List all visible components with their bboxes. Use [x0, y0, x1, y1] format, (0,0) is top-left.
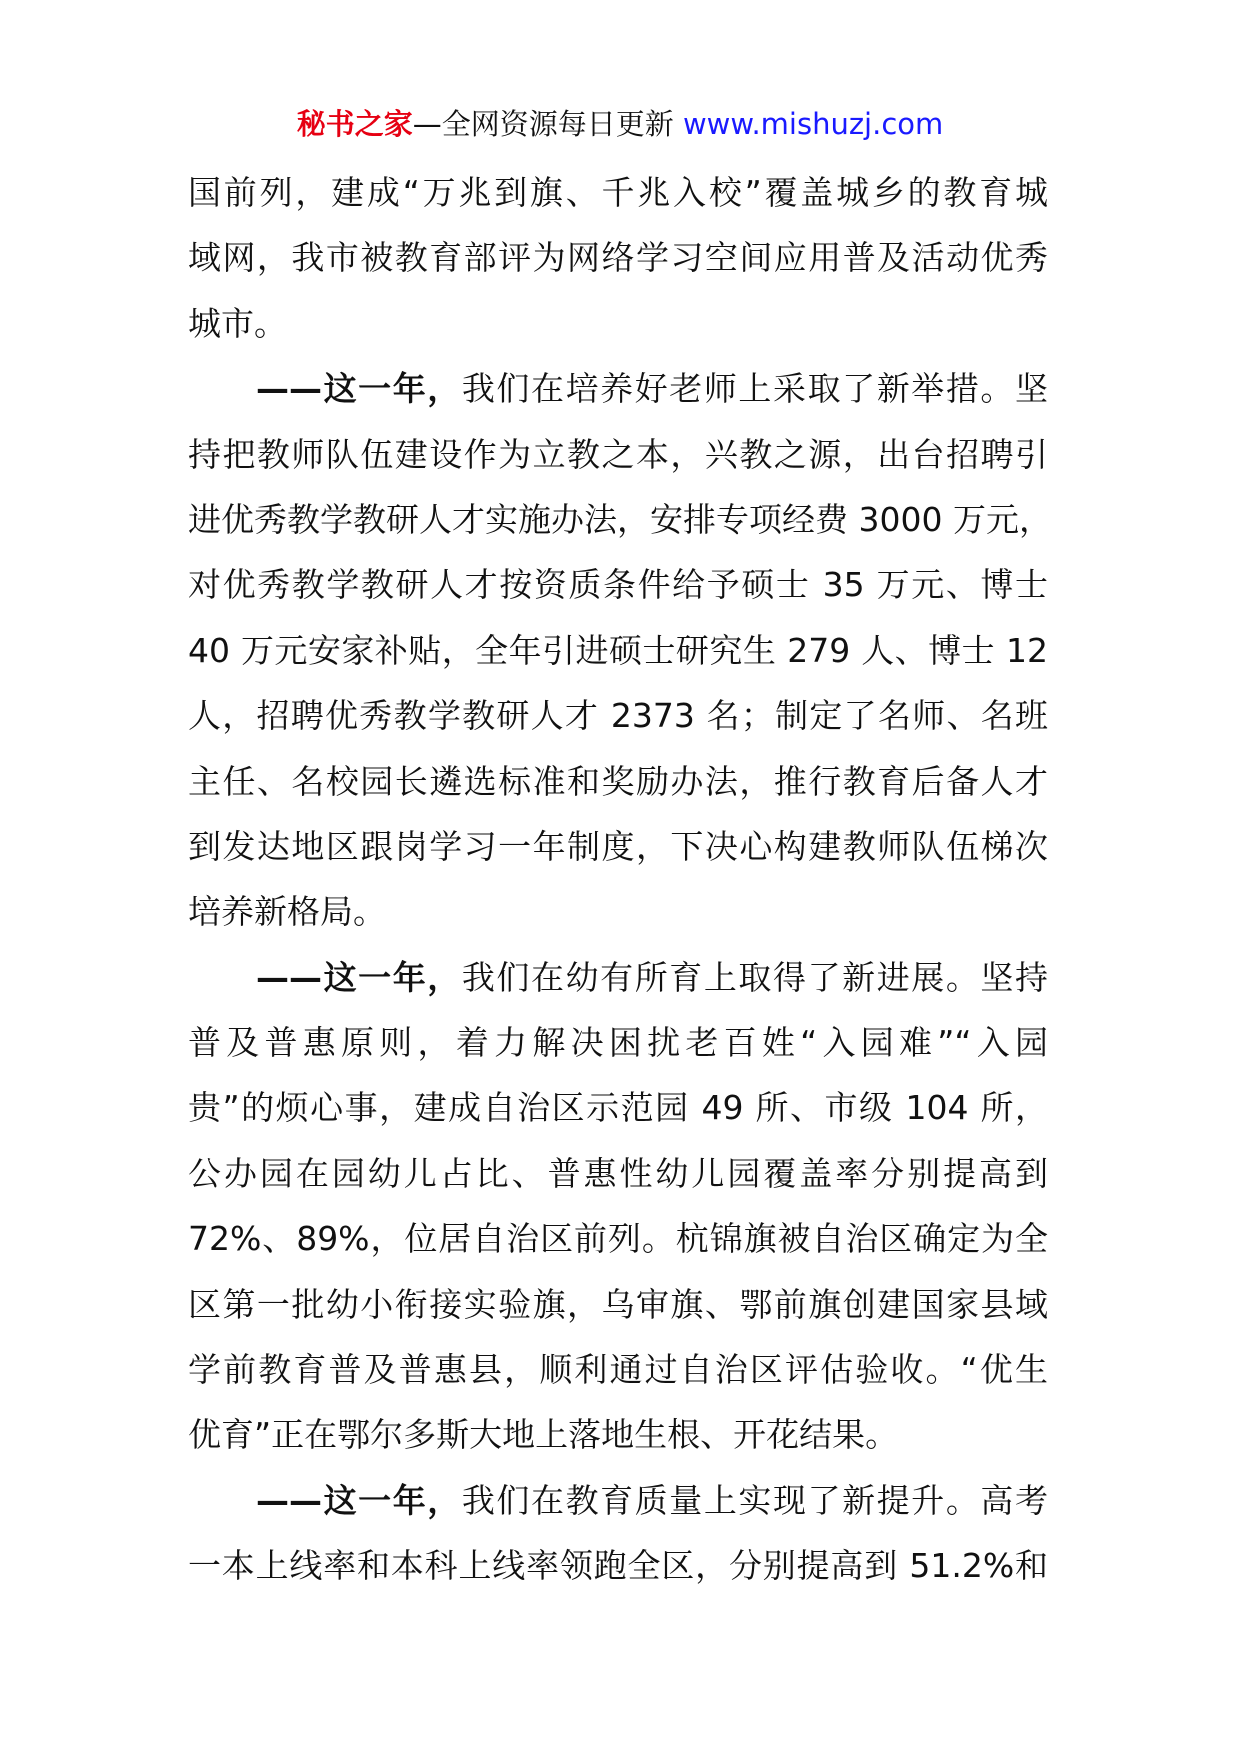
text-line: 公办园在园幼儿占比、普惠性幼儿园覆盖率分别提高到 — [188, 1153, 1048, 1193]
text-line: 普及普惠原则，着力解决困扰老百姓“入园难”“入园 — [188, 1023, 1048, 1063]
text-line: 72%、89%，位居自治区前列。杭锦旗被自治区确定为全 — [188, 1219, 1048, 1259]
paragraph-lead: ——这一年， — [256, 957, 462, 997]
text-line: 域网，我市被教育部评为网络学习空间应用普及活动优秀 — [188, 238, 1048, 278]
text-line: 对优秀教学教研人才按资质条件给予硕士 35 万元、博士 — [188, 565, 1048, 605]
paragraph-lead-line: ——这一年，我们在培养好老师上采取了新举措。坚 — [256, 369, 1049, 409]
paragraph-lead: ——这一年， — [256, 369, 462, 409]
text-line: 到发达地区跟岗学习一年制度，下决心构建教师队伍梯次 — [188, 826, 1048, 866]
page-header — [0, 104, 1240, 144]
text-line: 40 万元安家补贴，全年引进硕士研究生 279 人、博士 12 — [188, 630, 1048, 670]
text-line: 一本上线率和本科上线率领跑全区，分别提高到 51.2%和 — [188, 1546, 1048, 1586]
text-line: 学前教育普及普惠县，顺利通过自治区评估验收。“优生 — [188, 1350, 1048, 1390]
text-line: 国前列，建成“万兆到旗、千兆入校”覆盖城乡的教育城 — [188, 173, 1048, 212]
paragraph-lead: ——这一年， — [256, 1480, 462, 1520]
brand-name: 秘书之家 — [296, 107, 413, 141]
paragraph-lead-line: ——这一年，我们在教育质量上实现了新提升。高考 — [256, 1480, 1049, 1520]
body-text — [188, 160, 1052, 1599]
text-line: 区第一批幼小衔接实验旗，乌审旗、鄂前旗创建国家县域 — [188, 1284, 1048, 1324]
text-line: 城市。 — [188, 303, 287, 343]
text-line: 优育”正在鄂尔多斯大地上落地生根、开花结果。 — [188, 1415, 899, 1455]
text-line: 进优秀教学教研人才实施办法，安排专项经费 3000 万元， — [188, 499, 1052, 539]
site-url-link[interactable]: www.mishuzj.com — [682, 107, 944, 141]
text-line: 培养新格局。 — [188, 892, 386, 932]
text-line: 人，招聘优秀教学教研人才 2373 名；制定了名师、名班 — [188, 696, 1048, 736]
text-line: 主任、名校园长遴选标准和奖励办法，推行教育后备人才 — [188, 761, 1048, 801]
text-line: 贵”的烦心事，建成自治区示范园 49 所、市级 104 所， — [188, 1088, 1048, 1128]
paragraph-lead-line: ——这一年，我们在幼有所育上取得了新进展。坚持 — [256, 957, 1049, 997]
text-line: 持把教师队伍建设作为立教之本，兴教之源，出台招聘引 — [188, 434, 1048, 474]
header-tagline: —全网资源每日更新 — [412, 107, 683, 141]
